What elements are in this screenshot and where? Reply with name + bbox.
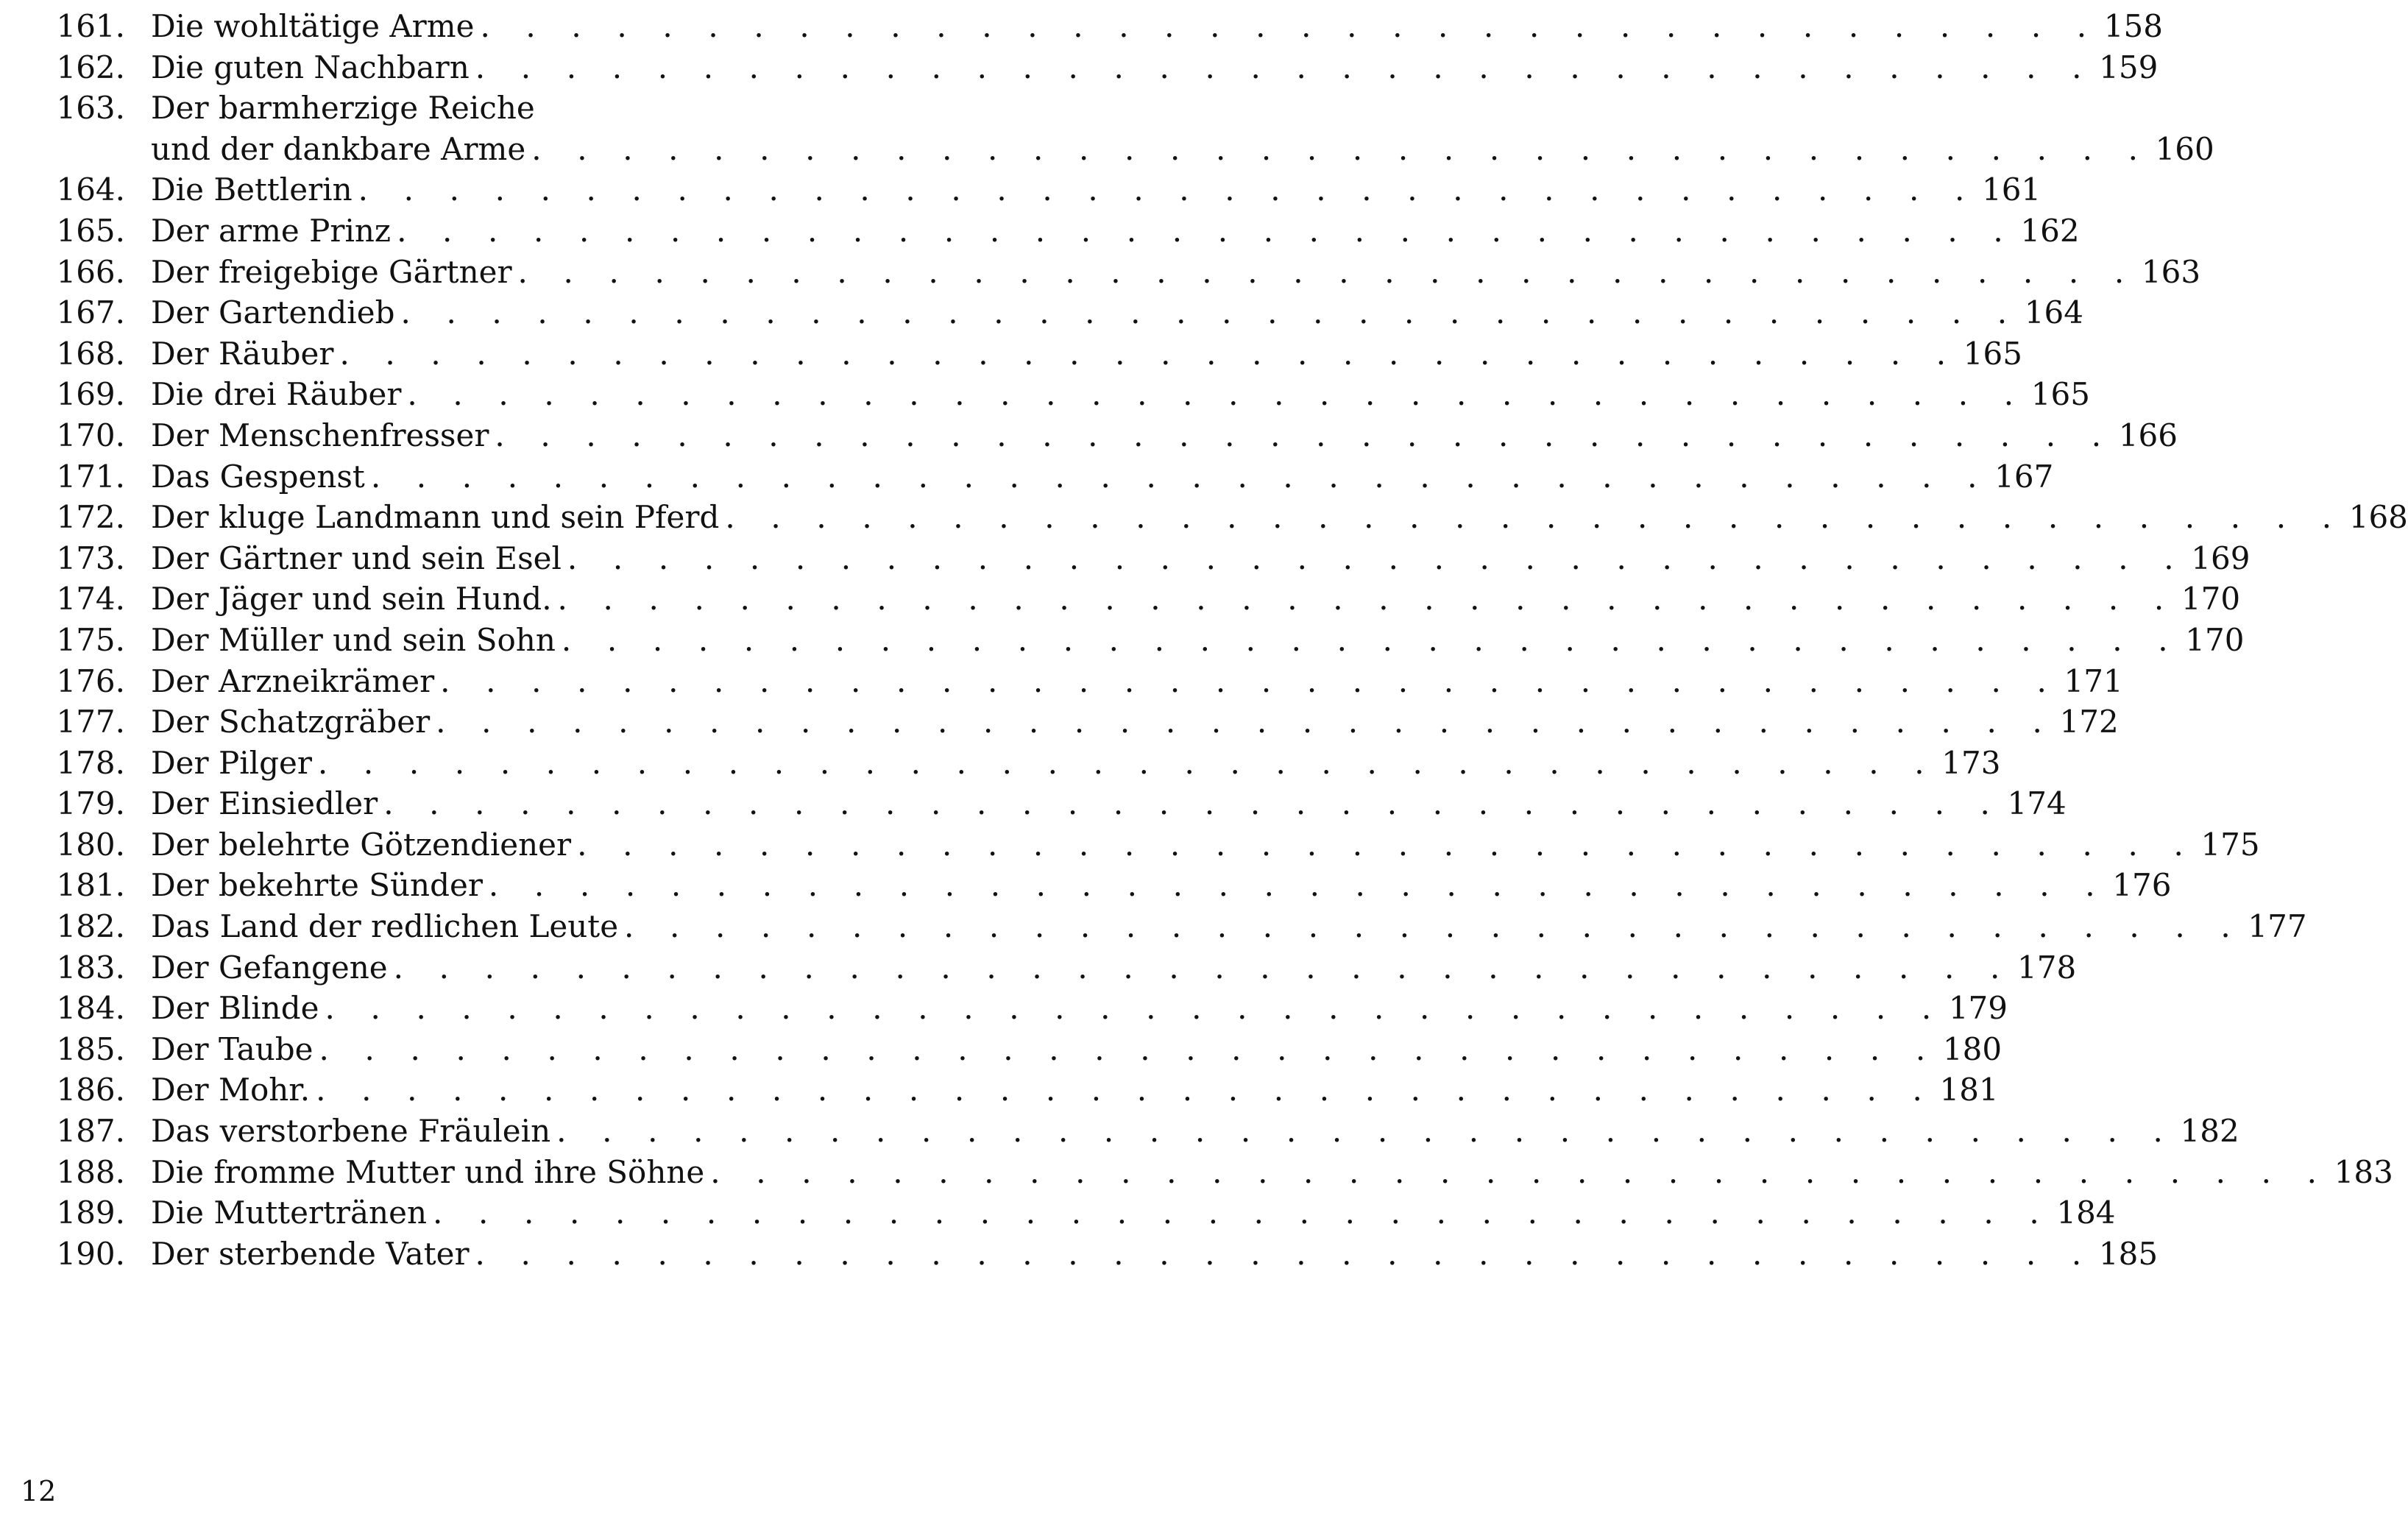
- entry-title: Der Mohr.: [151, 1072, 311, 1108]
- entry-page: 165: [2030, 376, 2090, 413]
- entry-page: 176: [2112, 867, 2172, 904]
- entry-title: Der Jäger und sein Hund.: [151, 581, 552, 618]
- toc-entry: [0, 620, 2245, 661]
- entry-number: 188.: [56, 1153, 125, 1190]
- toc-entry: [0, 88, 2214, 169]
- dot-leader: . . . . . . . . . . . . . . . . . . . . . . . . . . . . . . . . . . . .: [407, 376, 2027, 413]
- entry-number: 183.: [56, 949, 125, 986]
- entry-page: 178: [2017, 949, 2077, 986]
- entry-number: 174.: [56, 581, 125, 618]
- toc-entry: [0, 374, 2090, 415]
- dot-leader: . . . . . . . . . . . . . . . . . . . . . . . . . . . . . . . . . . . .: [319, 1030, 1938, 1067]
- toc-entry: [0, 988, 2008, 1029]
- entry-page: 165: [1963, 335, 2022, 372]
- toc-entry: [0, 292, 2083, 333]
- entry-title: Die guten Nachbarn: [151, 49, 470, 85]
- entry-page: 158: [2103, 8, 2163, 44]
- entry-page: 170: [2185, 621, 2245, 658]
- toc-entry: [0, 47, 2159, 88]
- entry-page: 181: [1939, 1072, 1999, 1108]
- entry-number: 172.: [56, 499, 125, 536]
- dot-leader: . . . . . . . . . . . . . . . . . . . . . . . . . . . . . . . . . . . .: [440, 662, 2060, 699]
- entry-number: 171.: [56, 458, 125, 495]
- entry-title: Der Schatzgräber: [151, 704, 431, 740]
- entry-title: Der freigebige Gärtner: [151, 253, 512, 290]
- entry-number: 166.: [56, 253, 125, 290]
- dot-leader: . . . . . . . . . . . . . . . . . . . . . . . . . . . . . . . . . . . .: [725, 499, 2345, 536]
- entry-title: Der Menschenfresser: [151, 417, 489, 453]
- toc-entry: [0, 1192, 2116, 1234]
- entry-number: 173.: [56, 540, 125, 576]
- entry-number: 162.: [56, 49, 125, 85]
- toc-entry: [0, 456, 2054, 498]
- entry-page: 166: [2118, 417, 2178, 453]
- entry-number: 161.: [56, 8, 125, 44]
- toc-entry: [0, 497, 2408, 538]
- entry-title: Der bekehrte Sünder: [151, 867, 483, 904]
- dot-leader: . . . . . . . . . . . . . . . . . . . . . . . . . . . . . . . . . . . .: [436, 704, 2055, 740]
- entry-page: 167: [1994, 458, 2054, 495]
- entry-page: 179: [1948, 990, 2008, 1027]
- entry-title: Der Gärtner und sein Esel: [151, 540, 562, 576]
- toc-entry: [0, 701, 2119, 743]
- entry-page: 168: [2348, 499, 2408, 536]
- dot-leader: . . . . . . . . . . . . . . . . . . . . . . . . . . . . . . . . . . . .: [557, 581, 2177, 618]
- dot-leader: . . . . . . . . . . . . . . . . . . . . . . . . . . . . . . . . . . . .: [624, 908, 2244, 945]
- toc-entry: [0, 252, 2201, 293]
- entry-title: Das Land der redlichen Leute: [151, 908, 619, 945]
- toc-entry: [0, 661, 2123, 702]
- entry-number: 182.: [56, 908, 125, 945]
- dot-leader: . . . . . . . . . . . . . . . . . . . . . . . . . . . . . . . . . . . .: [370, 458, 1991, 495]
- dot-leader: . . . . . . . . . . . . . . . . . . . . . . . . . . . . . . . . . . . .: [556, 1113, 2176, 1150]
- entry-page: 160: [2155, 130, 2214, 167]
- dot-leader: . . . . . . . . . . . . . . . . . . . . . . . . . . . . . . . . . . . .: [358, 171, 1977, 208]
- toc-entry: [0, 783, 2067, 824]
- dot-leader: . . . . . . . . . . . . . . . . . . . . . . . . . . . . . . . . . . . .: [577, 826, 2197, 863]
- entry-title: Der Taube: [151, 1030, 314, 1067]
- entry-number: 175.: [56, 621, 125, 658]
- dot-leader: . . . . . . . . . . . . . . . . . . . . . . . . . . . . . . . . . . . .: [517, 253, 2137, 290]
- entry-title: Der Müller und sein Sohn: [151, 621, 556, 658]
- entry-title: und der dankbare Arme: [151, 130, 526, 167]
- entry-number: 169.: [56, 376, 125, 413]
- entry-title: Der Arzneikrämer: [151, 662, 435, 699]
- toc-entry: [0, 6, 2163, 47]
- table-of-contents: [0, 6, 2408, 1274]
- entry-number: 167.: [56, 294, 125, 331]
- toc-entry: [0, 906, 2307, 947]
- dot-leader: . . . . . . . . . . . . . . . . . . . . . . . . . . . . . . . . . . . .: [488, 867, 2108, 904]
- entry-page: 177: [2248, 908, 2307, 945]
- entry-title: Der barmherzige Reiche: [151, 90, 535, 127]
- entry-page: 171: [2064, 662, 2123, 699]
- entry-page: 164: [2024, 294, 2083, 331]
- entry-title: Die Muttertränen: [151, 1195, 428, 1231]
- dot-leader: . . . . . . . . . . . . . . . . . . . . . . . . . . . . . . . . . . . .: [400, 294, 2020, 331]
- entry-title: Der belehrte Götzendiener: [151, 826, 572, 863]
- entry-number: 168.: [56, 335, 125, 372]
- entry-title: Der kluge Landmann und sein Pferd: [151, 499, 720, 536]
- page-number: 12: [21, 1475, 57, 1507]
- entry-page: 161: [1981, 171, 2042, 208]
- toc-entry: [0, 1069, 1999, 1111]
- entry-title: Der sterbende Vater: [151, 1235, 470, 1272]
- dot-leader: . . . . . . . . . . . . . . . . . . . . . . . . . . . . . . . . . . . .: [393, 949, 2013, 986]
- dot-leader: . . . . . . . . . . . . . . . . . . . . . . . . . . . . . . . . . . . .: [475, 1235, 2094, 1272]
- entry-number: 164.: [56, 171, 125, 208]
- entry-number: 181.: [56, 867, 125, 904]
- entry-page: 183: [2334, 1153, 2393, 1190]
- entry-page: 174: [2007, 785, 2067, 822]
- toc-entry: [0, 865, 2172, 906]
- dot-leader: . . . . . . . . . . . . . . . . . . . . . . . . . . . . . . . . . . . .: [531, 130, 2151, 167]
- entry-page: 172: [2059, 704, 2119, 740]
- toc-entry: [0, 415, 2178, 456]
- entry-title: Das Gespenst: [151, 458, 365, 495]
- dot-leader: . . . . . . . . . . . . . . . . . . . . . . . . . . . . . . . . . . . .: [325, 990, 1944, 1027]
- entry-page: 170: [2181, 581, 2241, 618]
- dot-leader: . . . . . . . . . . . . . . . . . . . . . . . . . . . . . . . . . . . .: [397, 212, 2016, 249]
- entry-page: 184: [2056, 1195, 2116, 1231]
- toc-entry: [0, 743, 2001, 784]
- dot-leader: . . . . . . . . . . . . . . . . . . . . . . . . . . . . . . . . . . . .: [317, 744, 1938, 781]
- toc-entry: [0, 538, 2251, 579]
- dot-leader: . . . . . . . . . . . . . . . . . . . . . . . . . . . . . . . . . . . .: [495, 417, 2114, 453]
- entry-page: 163: [2141, 253, 2201, 290]
- entry-title: Der Blinde: [151, 990, 319, 1027]
- entry-title: Der Pilger: [151, 744, 312, 781]
- dot-leader: . . . . . . . . . . . . . . . . . . . . . . . . . . . . . . . . . . . .: [316, 1072, 1936, 1108]
- toc-entry: [0, 169, 2042, 211]
- entry-page: 185: [2098, 1235, 2159, 1272]
- entry-number: 176.: [56, 662, 125, 699]
- entry-number: 170.: [56, 417, 125, 453]
- entry-title: Der Gartendieb: [151, 294, 395, 331]
- toc-entry: [0, 947, 2077, 988]
- entry-number: 179.: [56, 785, 125, 822]
- toc-entry: [0, 579, 2241, 620]
- toc-entry: [0, 824, 2260, 866]
- entry-title: Die Bettlerin: [151, 171, 353, 208]
- entry-page: 162: [2020, 212, 2080, 249]
- entry-title: Das verstorbene Fräulein: [151, 1113, 551, 1150]
- entry-page: 175: [2200, 826, 2260, 863]
- entry-number: 184.: [56, 990, 125, 1027]
- toc-entry: [0, 1152, 2393, 1193]
- entry-title: Der Räuber: [151, 335, 334, 372]
- entry-number: 186.: [56, 1072, 125, 1108]
- entry-number: 180.: [56, 826, 125, 863]
- entry-title: Die fromme Mutter und ihre Söhne: [151, 1153, 705, 1190]
- entry-page: 169: [2191, 540, 2251, 576]
- dot-leader: . . . . . . . . . . . . . . . . . . . . . . . . . . . . . . . . . . . .: [339, 335, 1959, 372]
- toc-entry: [0, 211, 2080, 252]
- entry-title: Der arme Prinz: [151, 212, 392, 249]
- entry-number: 185.: [56, 1030, 125, 1067]
- dot-leader: . . . . . . . . . . . . . . . . . . . . . . . . . . . . . . . . . . . .: [383, 785, 2003, 822]
- entry-number: 187.: [56, 1113, 125, 1150]
- dot-leader: . . . . . . . . . . . . . . . . . . . . . . . . . . . . . . . . . . . .: [561, 621, 2181, 658]
- entry-number: 189.: [56, 1195, 125, 1231]
- entry-title: Der Gefangene: [151, 949, 388, 986]
- dot-leader: . . . . . . . . . . . . . . . . . . . . . . . . . . . . . . . . . . . .: [480, 8, 2100, 44]
- entry-page: 159: [2099, 49, 2159, 85]
- toc-entry: [0, 1111, 2239, 1152]
- dot-leader: . . . . . . . . . . . . . . . . . . . . . . . . . . . . . . . . . . . .: [475, 49, 2095, 85]
- entry-title: Die drei Räuber: [151, 376, 402, 413]
- toc-entry: [0, 1029, 2002, 1070]
- entry-number: 165.: [56, 212, 125, 249]
- entry-page: 182: [2180, 1113, 2239, 1150]
- entry-page: 180: [1942, 1030, 2002, 1067]
- entry-title: Die wohltätige Arme: [151, 8, 475, 44]
- dot-leader: . . . . . . . . . . . . . . . . . . . . . . . . . . . . . . . . . . . .: [433, 1195, 2053, 1231]
- entry-page: 173: [1941, 744, 2001, 781]
- entry-title: Der Einsiedler: [151, 785, 378, 822]
- entry-number: 190.: [56, 1235, 125, 1272]
- entry-number: 178.: [56, 744, 125, 781]
- entry-number: 163.: [56, 90, 125, 127]
- entry-number: 177.: [56, 704, 125, 740]
- toc-entry: [0, 333, 2022, 375]
- dot-leader: . . . . . . . . . . . . . . . . . . . . . . . . . . . . . . . . . . . .: [710, 1153, 2330, 1190]
- dot-leader: . . . . . . . . . . . . . . . . . . . . . . . . . . . . . . . . . . . .: [567, 540, 2187, 576]
- toc-entry: [0, 1234, 2159, 1275]
